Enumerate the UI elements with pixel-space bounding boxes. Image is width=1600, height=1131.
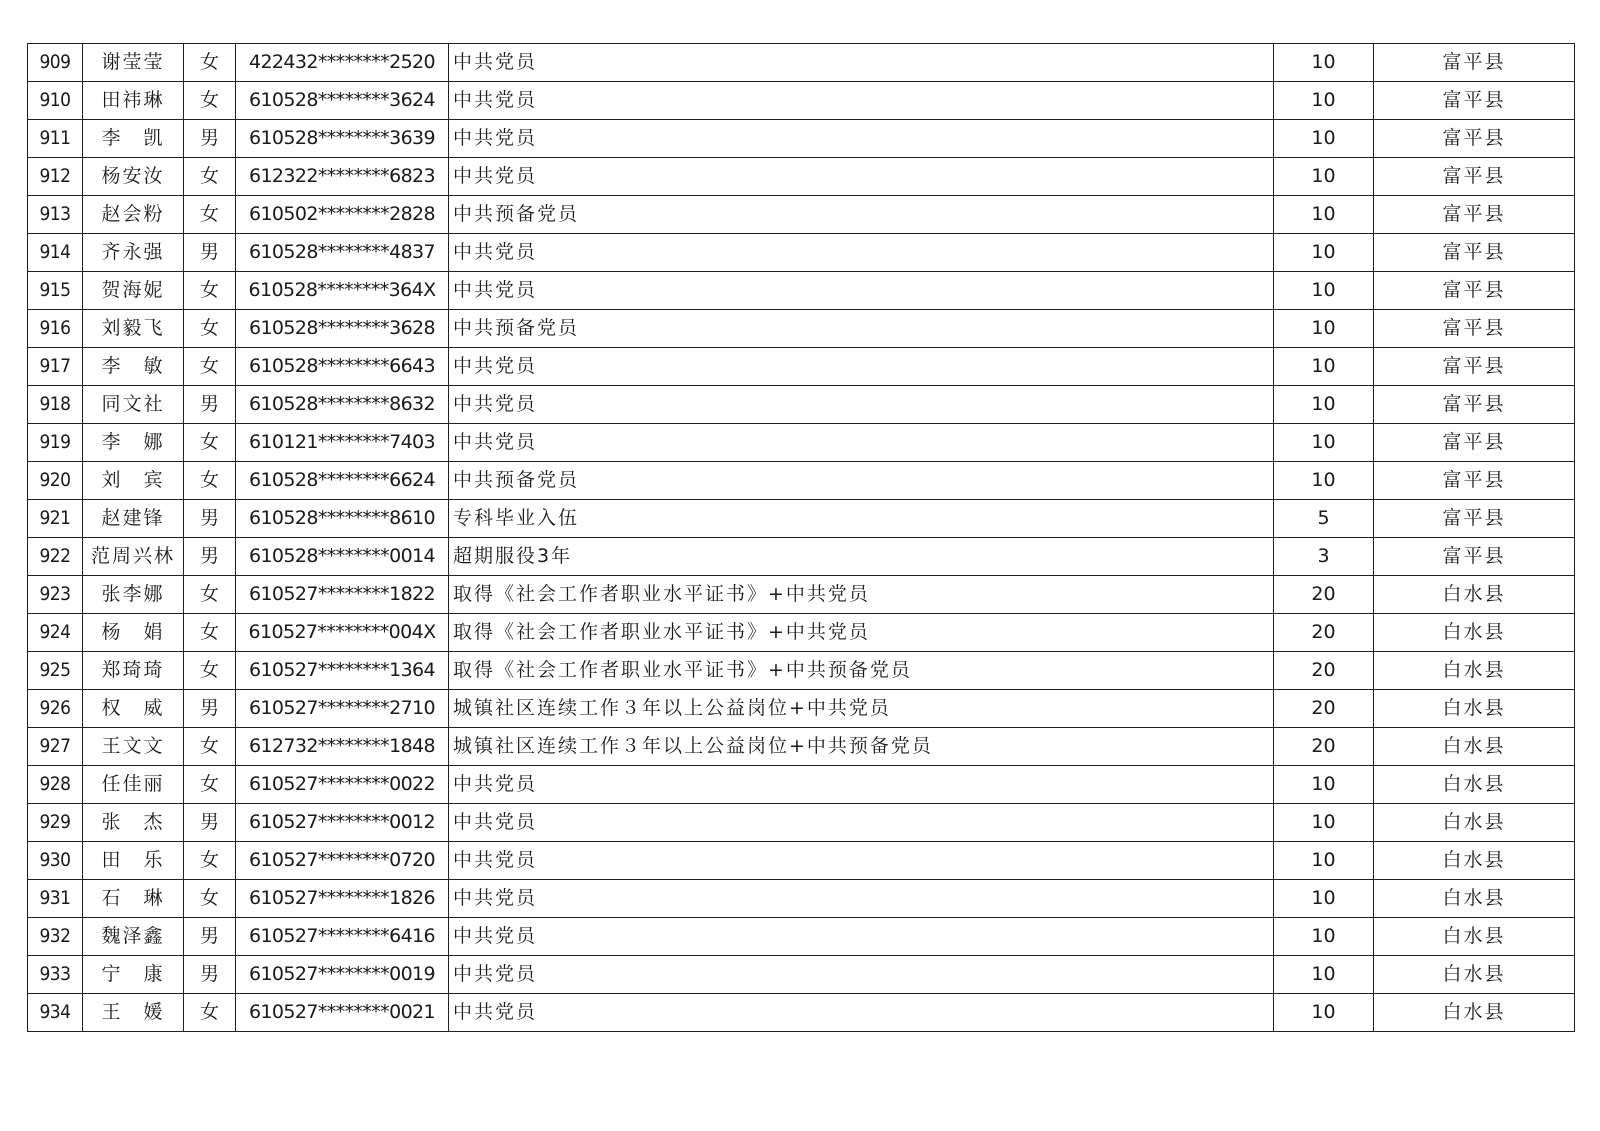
bonus-score-cell: 10 [1274,310,1374,348]
bonus-condition-cell: 中共党员 [449,424,1274,462]
id-number-cell: 612322********6823 [236,158,449,196]
row-number-cell: 913 [28,196,83,234]
name-cell: 魏泽鑫 [83,918,184,956]
name-cell: 李 敏 [83,348,184,386]
table-row [28,576,1575,614]
id-number-cell: 422432********2520 [236,44,449,82]
table-row [28,766,1575,804]
row-number-cell: 914 [28,234,83,272]
bonus-condition-cell: 中共党员 [449,44,1274,82]
name-cell: 谢莹莹 [83,44,184,82]
bonus-score-cell: 10 [1274,804,1374,842]
bonus-condition-cell: 取得《社会工作者职业水平证书》+中共党员 [449,576,1274,614]
bonus-condition-cell: 中共预备党员 [449,196,1274,234]
bonus-score-cell: 10 [1274,424,1374,462]
name-cell: 范周兴林 [83,538,184,576]
bonus-score-cell: 10 [1274,82,1374,120]
sex-cell: 女 [184,44,236,82]
county-cell: 白水县 [1374,576,1575,614]
name-cell: 刘毅飞 [83,310,184,348]
row-number-cell: 925 [28,652,83,690]
sex-cell: 女 [184,424,236,462]
id-number-cell: 610528********8610 [236,500,449,538]
name-cell: 刘 宾 [83,462,184,500]
bonus-condition-cell: 中共预备党员 [449,462,1274,500]
bonus-score-cell: 20 [1274,614,1374,652]
row-number-cell: 934 [28,994,83,1032]
county-cell: 富平县 [1374,500,1575,538]
name-cell: 杨 娟 [83,614,184,652]
bonus-score-cell: 10 [1274,956,1374,994]
name-cell: 石 琳 [83,880,184,918]
sex-cell: 女 [184,272,236,310]
sex-cell: 男 [184,234,236,272]
row-number-cell: 930 [28,842,83,880]
county-cell: 富平县 [1374,44,1575,82]
row-number-cell: 911 [28,120,83,158]
id-number-cell: 610502********2828 [236,196,449,234]
bonus-score-cell: 10 [1274,386,1374,424]
table-row [28,120,1575,158]
bonus-condition-cell: 中共党员 [449,994,1274,1032]
row-number-cell: 932 [28,918,83,956]
row-number-cell: 919 [28,424,83,462]
name-cell: 李 凯 [83,120,184,158]
row-number-cell: 923 [28,576,83,614]
bonus-condition-cell: 中共党员 [449,842,1274,880]
county-cell: 富平县 [1374,538,1575,576]
county-cell: 白水县 [1374,994,1575,1032]
bonus-score-cell: 10 [1274,842,1374,880]
county-cell: 富平县 [1374,120,1575,158]
table-row [28,462,1575,500]
bonus-condition-cell: 中共党员 [449,120,1274,158]
name-cell: 赵会粉 [83,196,184,234]
bonus-score-cell: 10 [1274,272,1374,310]
county-cell: 富平县 [1374,348,1575,386]
row-number-cell: 922 [28,538,83,576]
bonus-score-cell: 10 [1274,918,1374,956]
county-cell: 富平县 [1374,234,1575,272]
county-cell: 富平县 [1374,386,1575,424]
id-number-cell: 610121********7403 [236,424,449,462]
county-cell: 富平县 [1374,158,1575,196]
bonus-condition-cell: 中共党员 [449,234,1274,272]
bonus-condition-cell: 中共预备党员 [449,310,1274,348]
sex-cell: 女 [184,158,236,196]
table-row [28,386,1575,424]
row-number-cell: 928 [28,766,83,804]
bonus-condition-cell: 中共党员 [449,158,1274,196]
id-number-cell: 610527********0021 [236,994,449,1032]
id-number-cell: 610528********6624 [236,462,449,500]
row-number-cell: 924 [28,614,83,652]
row-number-cell: 916 [28,310,83,348]
bonus-score-cell: 20 [1274,576,1374,614]
id-number-cell: 610527********1826 [236,880,449,918]
county-cell: 白水县 [1374,880,1575,918]
id-number-cell: 610528********0014 [236,538,449,576]
county-cell: 白水县 [1374,652,1575,690]
name-cell: 王 媛 [83,994,184,1032]
id-number-cell: 610528********3624 [236,82,449,120]
bonus-score-cell: 10 [1274,462,1374,500]
bonus-score-cell: 10 [1274,158,1374,196]
table-row [28,918,1575,956]
id-number-cell: 610527********6416 [236,918,449,956]
id-number-cell: 610528********3639 [236,120,449,158]
county-cell: 富平县 [1374,424,1575,462]
county-cell: 富平县 [1374,82,1575,120]
county-cell: 白水县 [1374,918,1575,956]
name-cell: 杨安汝 [83,158,184,196]
bonus-score-cell: 10 [1274,348,1374,386]
bonus-score-cell: 10 [1274,44,1374,82]
bonus-score-cell: 10 [1274,880,1374,918]
row-number-cell: 918 [28,386,83,424]
row-number-cell: 910 [28,82,83,120]
row-number-cell: 909 [28,44,83,82]
id-number-cell: 610528********3628 [236,310,449,348]
id-number-cell: 610527********0019 [236,956,449,994]
sex-cell: 女 [184,310,236,348]
table-row [28,500,1575,538]
row-number-cell: 920 [28,462,83,500]
sex-cell: 女 [184,994,236,1032]
bonus-score-cell: 20 [1274,728,1374,766]
id-number-cell: 610527********004X [236,614,449,652]
sex-cell: 男 [184,804,236,842]
sex-cell: 男 [184,956,236,994]
row-number-cell: 917 [28,348,83,386]
name-cell: 贺海妮 [83,272,184,310]
id-number-cell: 610528********4837 [236,234,449,272]
table-row [28,424,1575,462]
table-row [28,158,1575,196]
table-row [28,842,1575,880]
sex-cell: 男 [184,500,236,538]
id-number-cell: 610528********364X [236,272,449,310]
table-row [28,82,1575,120]
id-number-cell: 610527********1364 [236,652,449,690]
bonus-condition-cell: 城镇社区连续工作３年以上公益岗位+中共党员 [449,690,1274,728]
id-number-cell: 610527********0022 [236,766,449,804]
county-cell: 白水县 [1374,956,1575,994]
sex-cell: 男 [184,690,236,728]
row-number-cell: 921 [28,500,83,538]
name-cell: 权 威 [83,690,184,728]
sex-cell: 女 [184,196,236,234]
name-cell: 王文文 [83,728,184,766]
table-row [28,196,1575,234]
table-row [28,614,1575,652]
sex-cell: 男 [184,538,236,576]
row-number-cell: 927 [28,728,83,766]
id-number-cell: 610527********1822 [236,576,449,614]
table-row [28,652,1575,690]
sex-cell: 女 [184,728,236,766]
bonus-condition-cell: 超期服役3年 [449,538,1274,576]
sex-cell: 女 [184,576,236,614]
bonus-score-cell: 5 [1274,500,1374,538]
bonus-condition-cell: 中共党员 [449,386,1274,424]
row-number-cell: 912 [28,158,83,196]
roster-table [27,43,1575,1032]
roster-body [28,44,1575,1032]
id-number-cell: 610528********8632 [236,386,449,424]
table-row [28,690,1575,728]
bonus-condition-cell: 取得《社会工作者职业水平证书》+中共党员 [449,614,1274,652]
name-cell: 宁 康 [83,956,184,994]
bonus-score-cell: 20 [1274,690,1374,728]
county-cell: 富平县 [1374,196,1575,234]
county-cell: 白水县 [1374,766,1575,804]
table-row [28,272,1575,310]
county-cell: 富平县 [1374,310,1575,348]
bonus-score-cell: 10 [1274,196,1374,234]
id-number-cell: 610527********0720 [236,842,449,880]
bonus-condition-cell: 城镇社区连续工作３年以上公益岗位+中共预备党员 [449,728,1274,766]
name-cell: 田祎琳 [83,82,184,120]
sex-cell: 女 [184,766,236,804]
bonus-condition-cell: 中共党员 [449,804,1274,842]
row-number-cell: 933 [28,956,83,994]
county-cell: 白水县 [1374,842,1575,880]
bonus-condition-cell: 中共党员 [449,766,1274,804]
table-row [28,994,1575,1032]
name-cell: 郑琦琦 [83,652,184,690]
bonus-score-cell: 10 [1274,994,1374,1032]
name-cell: 李 娜 [83,424,184,462]
bonus-condition-cell: 中共党员 [449,82,1274,120]
row-number-cell: 929 [28,804,83,842]
bonus-condition-cell: 中共党员 [449,956,1274,994]
county-cell: 白水县 [1374,804,1575,842]
table-row [28,44,1575,82]
row-number-cell: 931 [28,880,83,918]
sex-cell: 女 [184,842,236,880]
id-number-cell: 610527********0012 [236,804,449,842]
county-cell: 富平县 [1374,272,1575,310]
sex-cell: 女 [184,880,236,918]
table-row [28,728,1575,766]
name-cell: 齐永强 [83,234,184,272]
sex-cell: 女 [184,348,236,386]
name-cell: 田 乐 [83,842,184,880]
sex-cell: 男 [184,386,236,424]
table-row [28,538,1575,576]
name-cell: 赵建锋 [83,500,184,538]
sex-cell: 女 [184,652,236,690]
bonus-condition-cell: 中共党员 [449,348,1274,386]
name-cell: 张李娜 [83,576,184,614]
table-row [28,956,1575,994]
bonus-score-cell: 3 [1274,538,1374,576]
table-row [28,234,1575,272]
name-cell: 同文社 [83,386,184,424]
row-number-cell: 926 [28,690,83,728]
county-cell: 白水县 [1374,728,1575,766]
id-number-cell: 612732********1848 [236,728,449,766]
sex-cell: 女 [184,462,236,500]
sex-cell: 女 [184,82,236,120]
bonus-score-cell: 20 [1274,652,1374,690]
row-number-cell: 915 [28,272,83,310]
county-cell: 白水县 [1374,614,1575,652]
bonus-condition-cell: 中共党员 [449,880,1274,918]
sex-cell: 男 [184,918,236,956]
table-row [28,880,1575,918]
id-number-cell: 610527********2710 [236,690,449,728]
id-number-cell: 610528********6643 [236,348,449,386]
sex-cell: 女 [184,614,236,652]
bonus-condition-cell: 中共党员 [449,918,1274,956]
county-cell: 白水县 [1374,690,1575,728]
table-row [28,804,1575,842]
sex-cell: 男 [184,120,236,158]
bonus-condition-cell: 专科毕业入伍 [449,500,1274,538]
bonus-score-cell: 10 [1274,120,1374,158]
name-cell: 张 杰 [83,804,184,842]
table-row [28,348,1575,386]
bonus-score-cell: 10 [1274,766,1374,804]
name-cell: 任佳丽 [83,766,184,804]
bonus-condition-cell: 中共党员 [449,272,1274,310]
bonus-condition-cell: 取得《社会工作者职业水平证书》+中共预备党员 [449,652,1274,690]
table-row [28,310,1575,348]
bonus-score-cell: 10 [1274,234,1374,272]
county-cell: 富平县 [1374,462,1575,500]
